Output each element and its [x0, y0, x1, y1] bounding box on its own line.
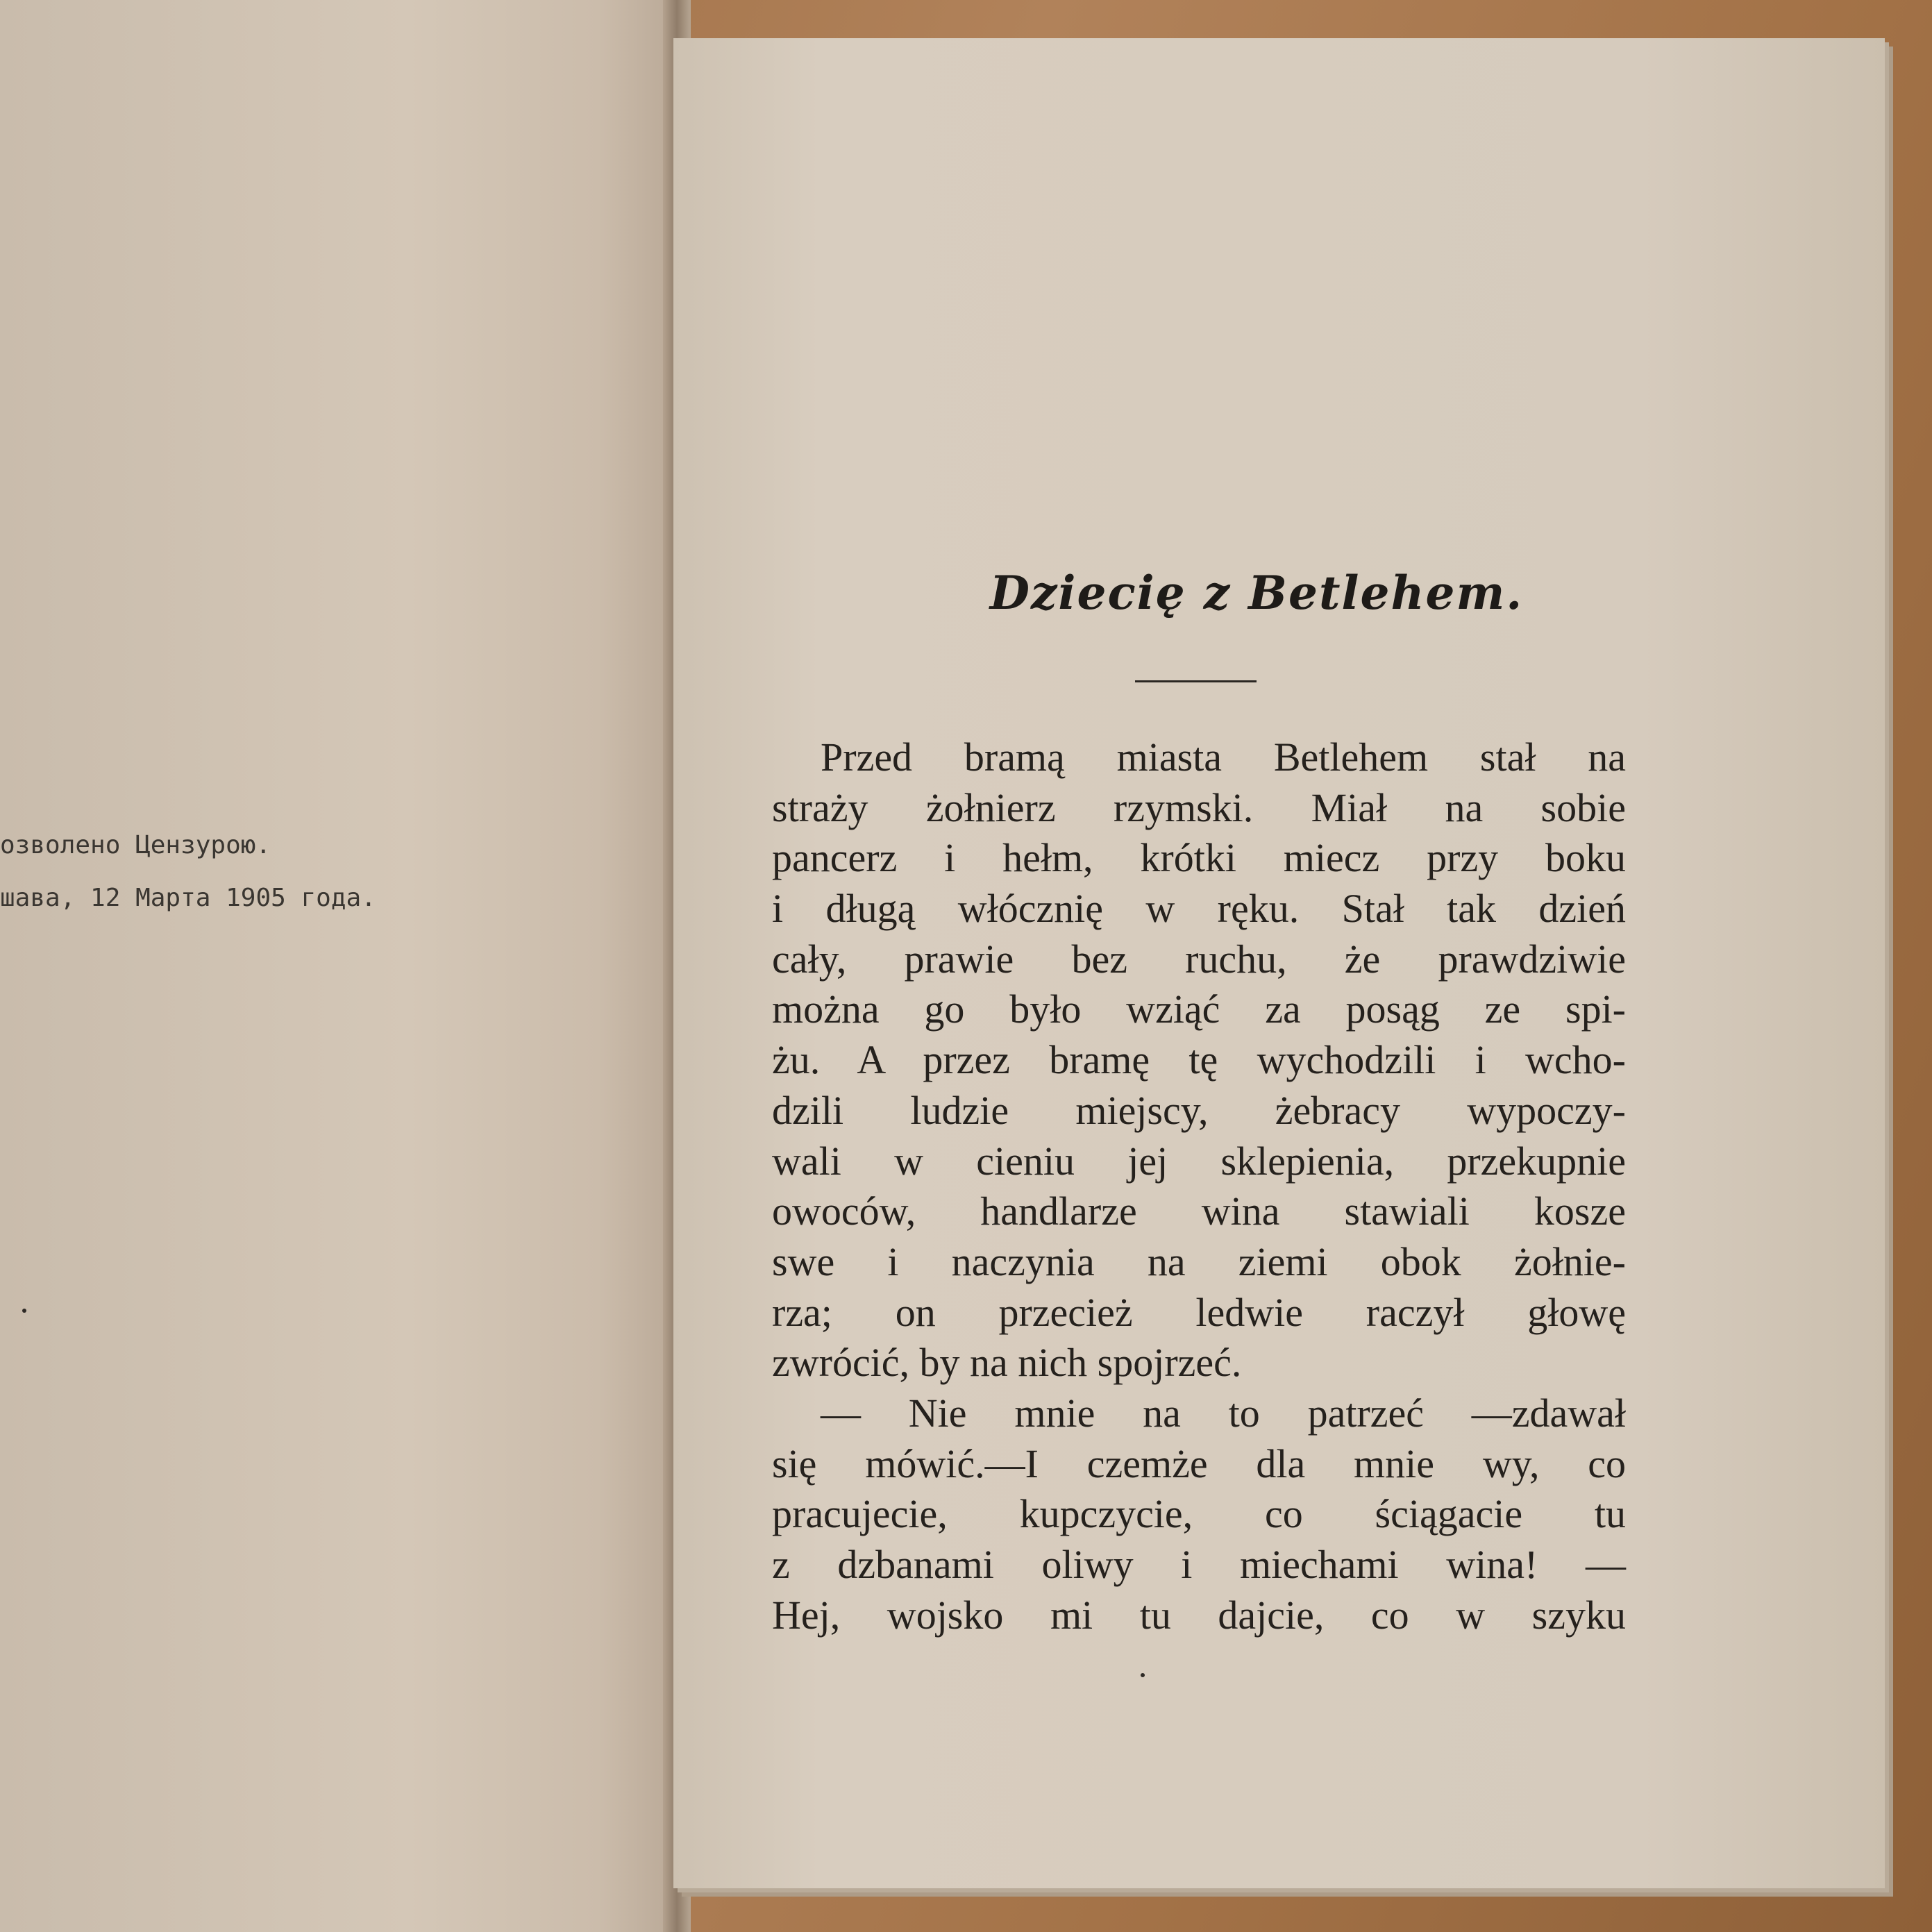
text-line: — Nie mnie na to patrzeć —zdawał [821, 1390, 1626, 1436]
text-line: rza; on przecież ledwie raczył głowę [772, 1289, 1626, 1335]
text-line: cały, prawie bez ruchu, że prawdziwie [772, 936, 1626, 982]
right-page [673, 38, 1885, 1888]
text-line: Przed bramą miasta Betlehem stał na [821, 734, 1626, 780]
censor-line-1: озволено Цензурою. [0, 831, 271, 859]
text-line: i długą włócznię w ręku. Stał tak dzień [772, 886, 1626, 932]
text-line: owoców, handlarze wina stawiali kosze [772, 1188, 1626, 1234]
text-line: Hej, wojsko mi tu dajcie, co w szyku [772, 1592, 1626, 1638]
text-line: można go było wziąć za posąg ze spi- [772, 986, 1626, 1032]
ink-speck [1141, 1673, 1145, 1677]
title-rule [1135, 680, 1257, 682]
body-text [772, 732, 1626, 1640]
censor-line-2: шава, 12 Марта 1905 года. [0, 884, 376, 912]
text-line: pancerz i hełm, krótki miecz przy boku [772, 835, 1626, 881]
text-line: straży żołnierz rzymski. Miał na sobie [772, 784, 1626, 830]
text-line: dzili ludzie miejscy, żebracy wypoczy- [772, 1087, 1626, 1133]
text-line: pracujecie, kupczycie, co ściągacie tu [772, 1491, 1626, 1537]
text-line: się mówić.—I czemże dla mnie wy, co [772, 1440, 1626, 1486]
text-line: wali w cieniu jej sklepienia, przekupnie [772, 1138, 1626, 1184]
text-line: żu. A przez bramę tę wychodzili i wcho- [772, 1037, 1626, 1083]
text-line: zwrócić, by na nich spojrzeć. [772, 1340, 1242, 1386]
left-page [0, 0, 680, 1932]
text-line: z dzbanami oliwy i miechami wina! — [772, 1542, 1626, 1587]
censorship-notice [0, 819, 376, 925]
text-line: swe i naczynia na ziemi obok żołnie- [772, 1238, 1626, 1284]
chapter-title: Dziecię z Betlehem. [989, 566, 1524, 620]
ink-speck [22, 1309, 26, 1313]
